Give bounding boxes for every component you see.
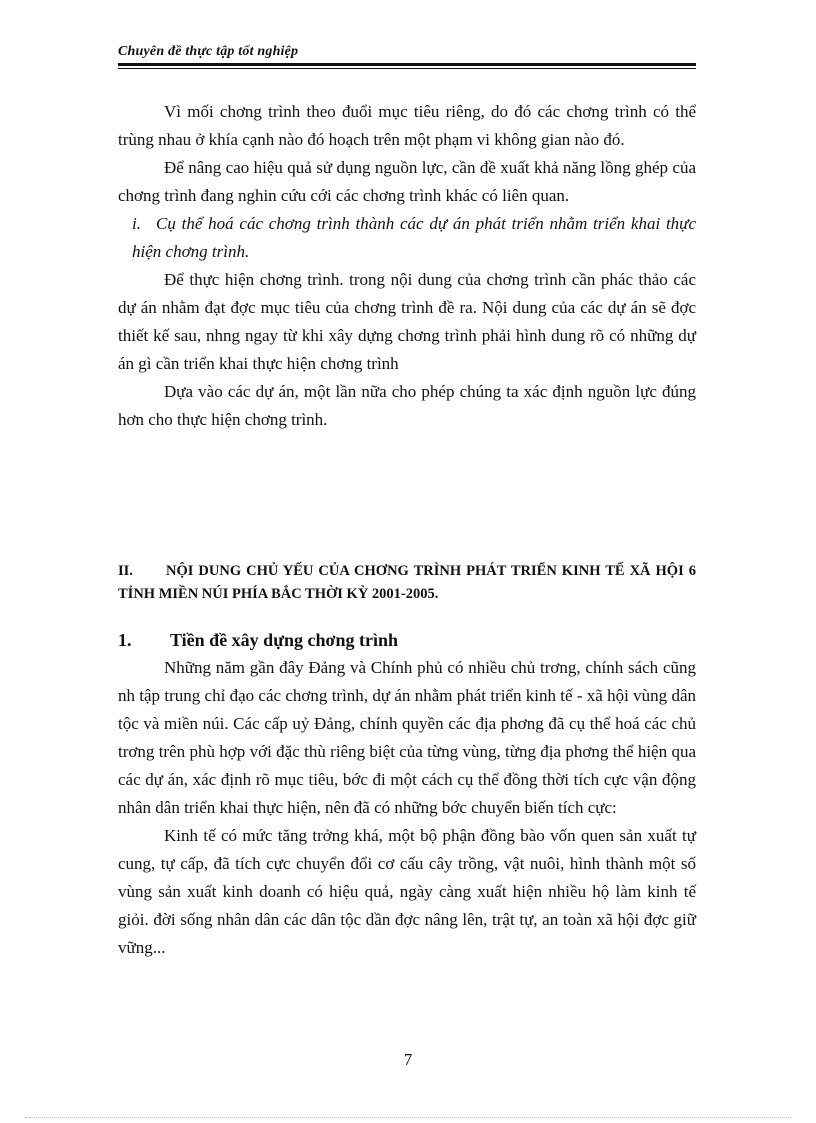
header-rule-thin: [118, 68, 696, 69]
page-header: [118, 44, 696, 69]
header-rule-thick: [118, 63, 696, 66]
page-bottom-border: [25, 1117, 791, 1118]
list-item-i-text: Cụ thể hoá các chơng trình thành các dự án phát triển nhằm triển khai thực hiện chơng trình.: [132, 214, 696, 261]
section-number: II.: [118, 563, 133, 579]
paragraph-1: Vì mối chơng trình theo đuổi mục tiêu riêng, do đó các chơng trình có thể trùng nhau ở khía cạnh nào đó hoạch trên một phạm vi không gian nào đó.: [118, 102, 696, 149]
list-item-i-number: i.: [132, 214, 141, 233]
body-text-bottom: [118, 654, 696, 962]
paragraph-2: Để nâng cao hiệu quả sử dụng nguồn lực, cần đề xuất khả năng lồng ghép của chơng trình đang nghin cứu cới các chơng trình khác có liên quan.: [118, 158, 696, 205]
subsection-title: Tiền đề xây dựng chơng trình: [170, 630, 398, 650]
section-title: NỘI DUNG CHỦ YẾU CỦA CHƠNG TRÌNH PHÁT TRIỂN KINH TẾ XÃ HỘI 6 TỈNH MIỀN NÚI PHÍA BẮC THỜI KỲ 2001-2005.: [118, 563, 696, 602]
paragraph-5: Những năm gần đây Đảng và Chính phủ có nhiều chủ trơng, chính sách cũng nh tập trung chỉ đạo các chơng trình, dự án nhằm phát triển kinh tế - xã hội vùng dân tộc và miền núi. Các cấp uỷ Đảng, chính quyền các địa phơng đã cụ thể hoá các chủ trơng trên phù hợp với đặc thù riêng biệt của từng vùng, từng địa phơng thể hiện qua các dự án, xác định rõ mục tiêu, bớc đi một cách cụ thể đồng thời tích cực vận động nhân dân triển khai thực hiện, nên đã có những bớc chuyển biến tích cực:: [118, 658, 696, 817]
paragraph-6: Kinh tế có mức tăng trởng khá, một bộ phận đồng bào vốn quen sản xuất tự cung, tự cấp, đã tích cực chuyển đổi cơ cấu cây trồng, vật nuôi, hình thành một số vùng sản xuất kinh doanh có hiệu quả, ngày càng xuất hiện nhiều hộ làm kinh tế giỏi. đời sống nhân dân các dân tộc dần đợc nâng lên, trật tự, an toàn xã hội đợc giữ vững...: [118, 826, 696, 957]
subsection-number: 1.: [118, 630, 132, 650]
paragraph-4: Dựa vào các dự án, một lần nữa cho phép chúng ta xác định nguồn lực đúng hơn cho thực hiện chơng trình.: [118, 382, 696, 429]
list-item-i: [118, 210, 696, 266]
subsection-heading: [118, 626, 696, 654]
paragraph-3: Để thực hiện chơng trình. trong nội dung của chơng trình cần phác thảo các dự án nhằm đạt đợc mục tiêu của chơng trình đề ra. Nội dung của các dự án sẽ đợc thiết kế sau, nhng ngay từ khi xây dựng chơng trình phải hình dung rõ có những dự án gì cần triển khai thực hiện chơng trình: [118, 270, 696, 373]
page-number: 7: [403, 1050, 413, 1069]
header-title: Chuyên đề thực tập tốt nghiệp: [118, 44, 299, 59]
section-heading: [118, 560, 696, 606]
body-text-top: [118, 98, 696, 434]
